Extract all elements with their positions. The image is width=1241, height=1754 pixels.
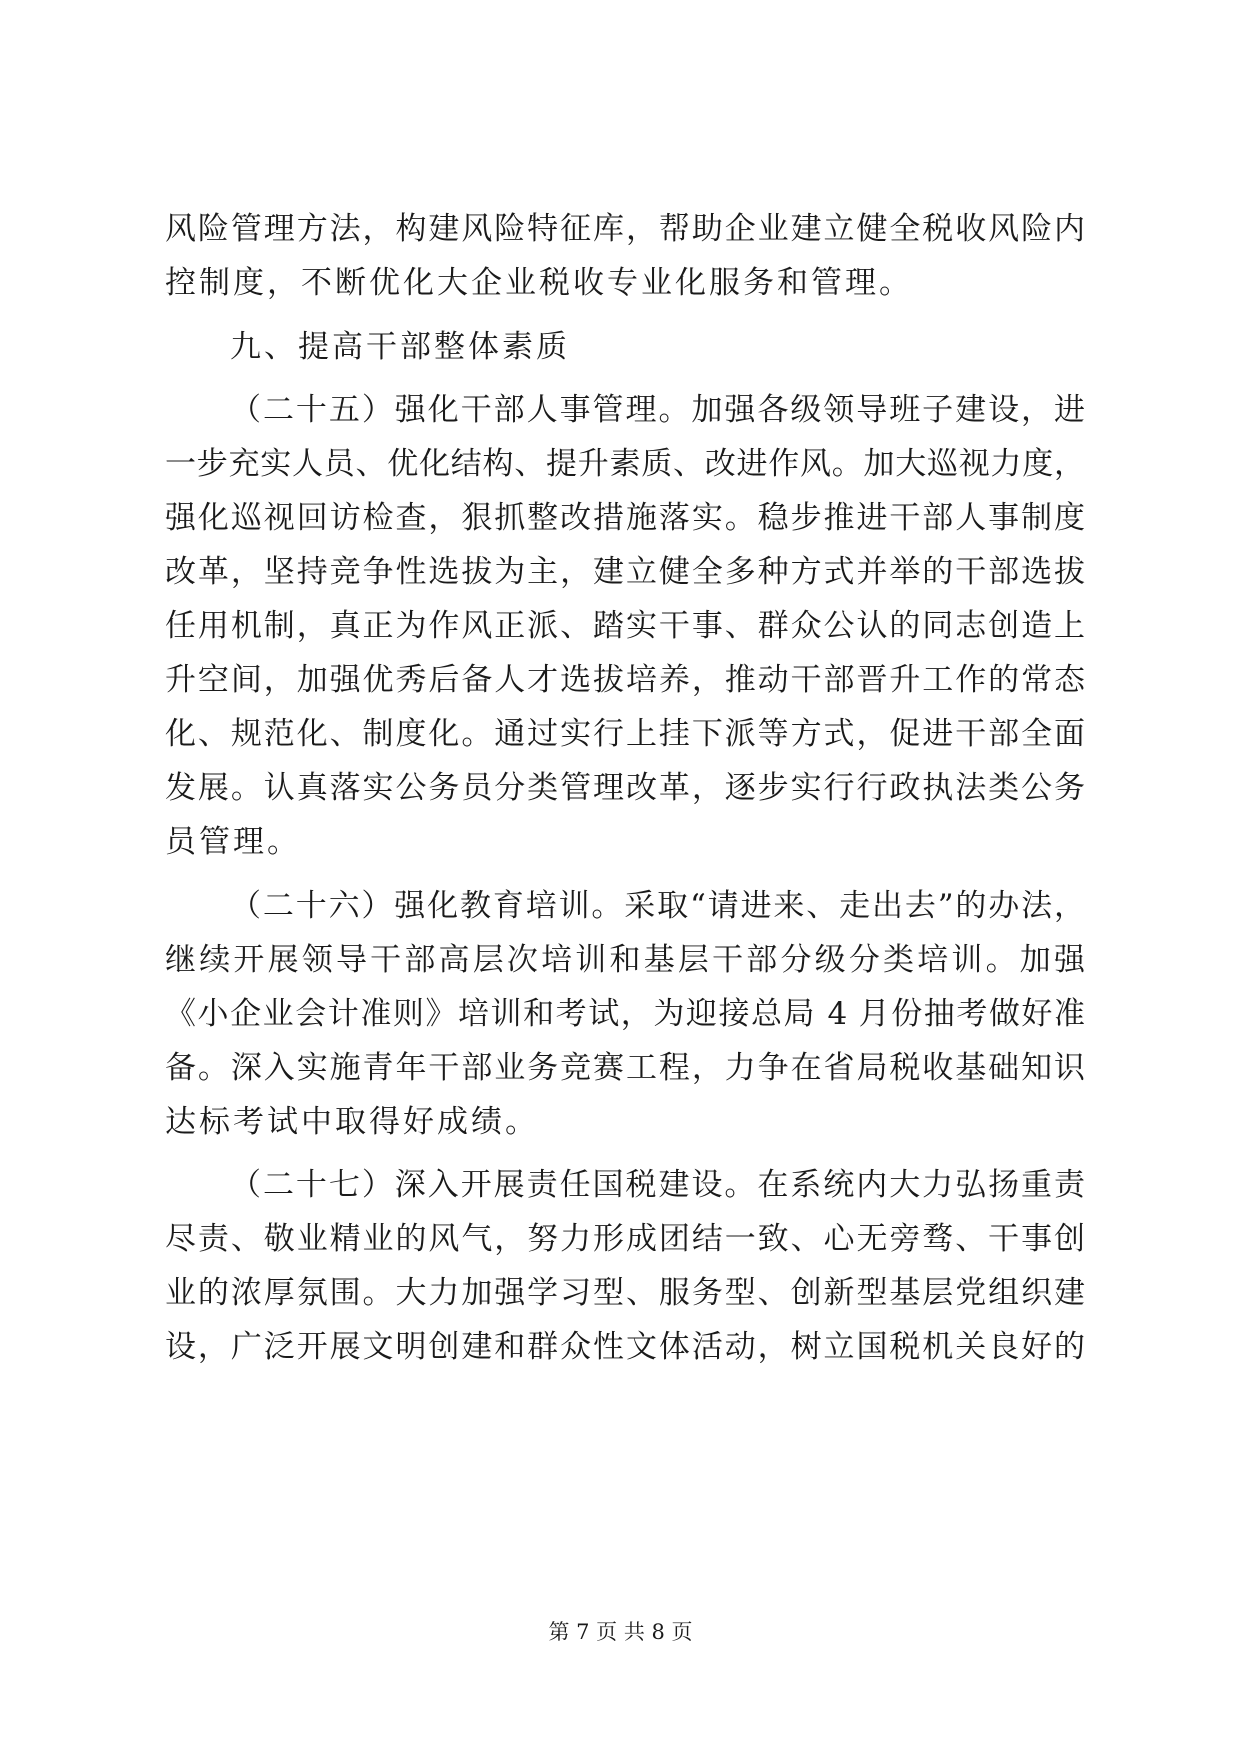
text-line: 改革，坚持竞争性选拔为主，建立健全多种方式并举的干部选拔 (165, 554, 1085, 590)
text-line: 继续开展领导干部高层次培训和基层干部分级分类培训。加强 (165, 942, 1085, 978)
text-line: 备。深入实施青年干部业务竞赛工程，力争在省局税收基础知识 (165, 1050, 1085, 1086)
text-line: 员管理。 (165, 824, 301, 860)
text-line: 设，广泛开展文明创建和群众性文体活动，树立国税机关良好的 (165, 1329, 1085, 1365)
text-line: 业的浓厚氛围。大力加强学习型、服务型、创新型基层党组织建 (165, 1275, 1085, 1311)
text-line: 控制度，不断优化大企业税收专业化服务和管理。 (165, 265, 913, 301)
text-line: 化、规范化、制度化。通过实行上挂下派等方式，促进干部全面 (165, 716, 1085, 752)
text-line: 强化巡视回访检查，狠抓整改措施落实。稳步推进干部人事制度 (165, 500, 1085, 536)
text-line: （二十五）强化干部人事管理。加强各级领导班子建设，进 (230, 392, 1085, 428)
text-line: 尽责、敬业精业的风气，努力形成团结一致、心无旁骛、干事创 (165, 1221, 1085, 1257)
section-heading: 九、提高干部整体素质 (230, 329, 570, 365)
page-footer: 第 7 页 共 8 页 (548, 1620, 693, 1644)
text-line: 风险管理方法，构建风险特征库，帮助企业建立健全税收风险内 (165, 211, 1085, 247)
text-line: 《小企业会计准则》培训和考试，为迎接总局 4 月份抽考做好准 (165, 996, 1085, 1032)
text-line: 升空间，加强优秀后备人才选拔培养，推动干部晋升工作的常态 (165, 662, 1085, 698)
text-line: 任用机制，真正为作风正派、踏实干事、群众公认的同志创造上 (165, 608, 1085, 644)
text-line: 发展。认真落实公务员分类管理改革，逐步实行行政执法类公务 (165, 770, 1085, 806)
text-line: （二十六）强化教育培训。采取“请进来、走出去”的办法， (230, 888, 1085, 924)
text-line: 达标考试中取得好成绩。 (165, 1104, 539, 1140)
text-line: （二十七）深入开展责任国税建设。在系统内大力弘扬重责 (230, 1167, 1085, 1203)
text-line: 一步充实人员、优化结构、提升素质、改进作风。加大巡视力度， (165, 446, 1085, 482)
